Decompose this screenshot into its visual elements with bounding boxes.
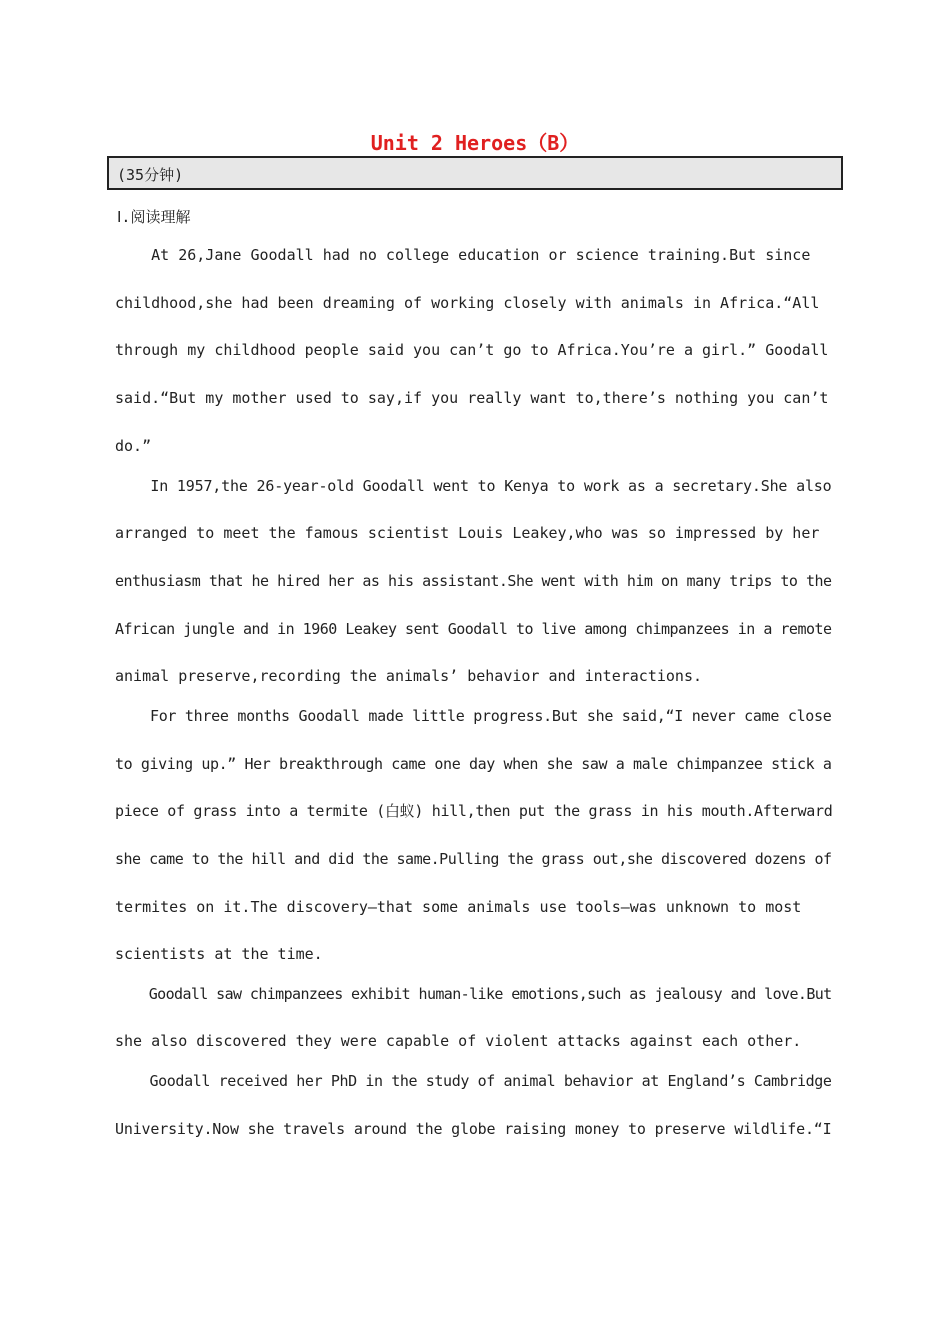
text-line: animal preserve,recording the animals’ behavior and interactions.: [115, 667, 702, 685]
text-line: University.Now she travels around the globe raising money to preserve wildlife.“I: [115, 1120, 832, 1138]
text-line: scientists at the time.: [115, 945, 323, 963]
text-line: she also discovered they were capable of violent attacks against each other.: [115, 1032, 802, 1050]
text-line: In 1957,the 26-year-old Goodall went to Kenya to work as a secretary.She also: [115, 477, 832, 495]
text-line: enthusiasm that he hired her as his assistant.She went with him on many trips to the: [115, 572, 832, 590]
time-note: (35分钟): [117, 166, 184, 184]
text-line: Goodall saw chimpanzees exhibit human-like emotions,such as jealousy and love.But: [115, 985, 832, 1003]
text-line: said.“But my mother used to say,if you really want to,there’s nothing you can’t: [115, 389, 829, 407]
text-line: through my childhood people said you can’t go to Africa.You’re a girl.” Goodall: [115, 341, 829, 359]
text-line: Goodall received her PhD in the study of animal behavior at England’s Cambridge: [115, 1072, 832, 1090]
time-note-box: [107, 156, 843, 190]
text-line: piece of grass into a termite (白蚁) hill,then put the grass in his mouth.Afterward: [115, 802, 833, 820]
text-line: she came to the hill and did the same.Pulling the grass out,she discovered dozens of: [115, 850, 832, 868]
page-title: Unit 2 Heroes（B）: [370, 131, 580, 155]
text-line: African jungle and in 1960 Leakey sent Goodall to live among chimpanzees in a remote: [115, 620, 832, 638]
text-line: For three months Goodall made little progress.But she said,“I never came close: [115, 707, 832, 725]
text-line: childhood,she had been dreaming of working closely with animals in Africa.“All: [115, 294, 820, 312]
text-line: to giving up.” Her breakthrough came one day when she saw a male chimpanzee stick a: [115, 755, 832, 773]
text-line: At 26,Jane Goodall had no college education or science training.But since: [115, 246, 811, 264]
text-line: arranged to meet the famous scientist Louis Leakey,who was so impressed by her: [115, 524, 820, 542]
section-heading: Ⅰ.阅读理解: [117, 208, 191, 226]
text-line: termites on it.The discovery—that some animals use tools—was unknown to most: [115, 898, 802, 916]
text-line: do.”: [115, 437, 152, 455]
